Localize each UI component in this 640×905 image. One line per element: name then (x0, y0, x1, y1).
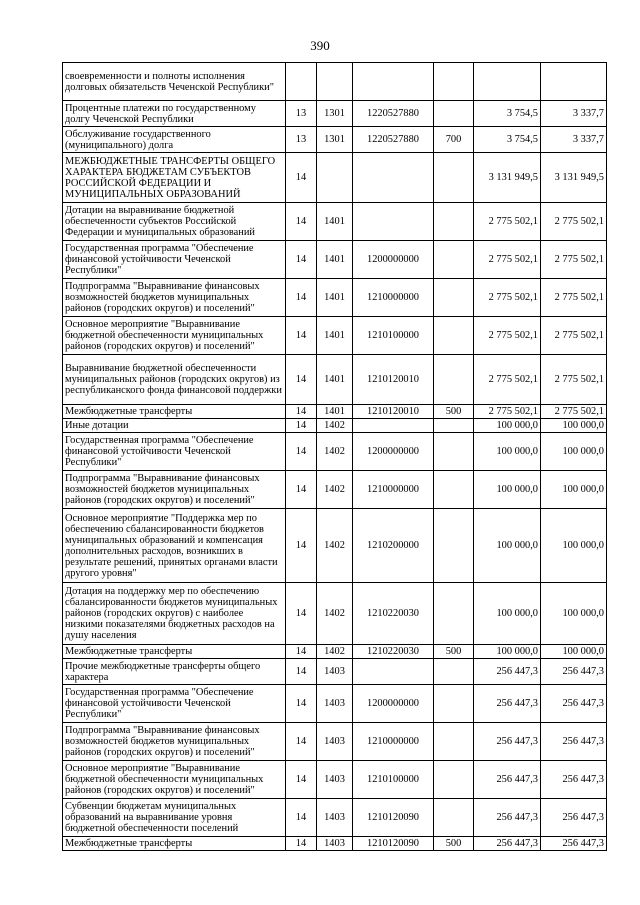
row-amount-year2: 3 337,7 (541, 127, 607, 153)
row-subsection: 1403 (317, 837, 353, 851)
row-expense-type: 500 (434, 645, 474, 659)
table-row (63, 583, 607, 645)
row-target-article: 1210000000 (353, 279, 434, 317)
row-amount-year2: 256 447,3 (541, 659, 607, 685)
row-expense-type (434, 153, 474, 203)
row-subsection: 1402 (317, 583, 353, 645)
table-row (63, 317, 607, 355)
row-section: 14 (286, 203, 317, 241)
row-target-article (353, 419, 434, 433)
row-amount-year1: 2 775 502,1 (474, 203, 541, 241)
table-row (63, 837, 607, 851)
row-amount-year1: 3 754,5 (474, 101, 541, 127)
row-amount-year1: 100 000,0 (474, 419, 541, 433)
row-expense-type (434, 279, 474, 317)
row-amount-year2: 256 447,3 (541, 723, 607, 761)
row-name: Выравнивание бюджетной обеспеченности муниципальных районов (городских округов) из республиканского фонда финансовой поддержки (63, 355, 286, 405)
row-target-article (353, 63, 434, 101)
row-expense-type: 500 (434, 405, 474, 419)
row-section: 14 (286, 659, 317, 685)
row-section: 14 (286, 241, 317, 279)
row-target-article: 1210000000 (353, 471, 434, 509)
row-amount-year2: 100 000,0 (541, 645, 607, 659)
row-subsection: 1402 (317, 509, 353, 583)
row-name: Субвенции бюджетам муниципальных образований на выравнивание уровня бюджетной обеспеченности поселений (63, 799, 286, 837)
row-name: Подпрограмма "Выравнивание финансовых возможностей бюджетов муниципальных районов (городских округов) и поселений" (63, 471, 286, 509)
row-amount-year2 (541, 63, 607, 101)
row-expense-type (434, 241, 474, 279)
row-amount-year1 (474, 63, 541, 101)
row-section: 14 (286, 405, 317, 419)
table-row (63, 241, 607, 279)
row-target-article: 1210100000 (353, 317, 434, 355)
row-section: 14 (286, 433, 317, 471)
row-name: Основное мероприятие "Выравнивание бюджетной обеспеченности муниципальных районов (городских округов) и поселений" (63, 761, 286, 799)
row-target-article (353, 153, 434, 203)
row-subsection: 1403 (317, 723, 353, 761)
row-amount-year2: 2 775 502,1 (541, 355, 607, 405)
row-section: 14 (286, 419, 317, 433)
row-subsection: 1401 (317, 317, 353, 355)
row-amount-year2: 3 131 949,5 (541, 153, 607, 203)
row-expense-type: 500 (434, 837, 474, 851)
table-row (63, 203, 607, 241)
row-amount-year2: 100 000,0 (541, 583, 607, 645)
row-target-article: 1210000000 (353, 723, 434, 761)
row-name: Государственная программа "Обеспечение финансовой устойчивости Чеченской Республики" (63, 433, 286, 471)
row-name: Подпрограмма "Выравнивание финансовых возможностей бюджетов муниципальных районов (городских округов) и поселений" (63, 723, 286, 761)
row-target-article: 1210120090 (353, 837, 434, 851)
row-amount-year1: 256 447,3 (474, 659, 541, 685)
row-amount-year1: 2 775 502,1 (474, 241, 541, 279)
row-expense-type (434, 433, 474, 471)
row-section: 14 (286, 685, 317, 723)
row-subsection: 1301 (317, 127, 353, 153)
row-expense-type (434, 355, 474, 405)
row-target-article: 1210200000 (353, 509, 434, 583)
row-subsection: 1402 (317, 471, 353, 509)
row-target-article: 1210220030 (353, 583, 434, 645)
table-row (63, 153, 607, 203)
table-row (63, 127, 607, 153)
row-name: Обслуживание государственного (муниципального) долга (63, 127, 286, 153)
row-section (286, 63, 317, 101)
row-name: Межбюджетные трансферты (63, 837, 286, 851)
row-name: Основное мероприятие "Поддержка мер по обеспечению сбалансированности бюджетов муниципальных образований и компенсация дополнительных расходов, возникших в результате решений, принятых органами власти другого уровня" (63, 509, 286, 583)
row-amount-year1: 256 447,3 (474, 799, 541, 837)
table-row (63, 799, 607, 837)
row-target-article: 1200000000 (353, 685, 434, 723)
table-body (63, 63, 607, 851)
table-row (63, 63, 607, 101)
row-name: Дотации на выравнивание бюджетной обеспеченности субъектов Российской Федерации и муниципальных образований (63, 203, 286, 241)
row-subsection: 1403 (317, 659, 353, 685)
row-amount-year1: 256 447,3 (474, 685, 541, 723)
row-expense-type (434, 317, 474, 355)
table-row (63, 645, 607, 659)
row-amount-year2: 100 000,0 (541, 471, 607, 509)
row-target-article: 1210120090 (353, 799, 434, 837)
row-name: Государственная программа "Обеспечение финансовой устойчивости Чеченской Республики" (63, 685, 286, 723)
table-row (63, 433, 607, 471)
row-expense-type (434, 63, 474, 101)
row-section: 14 (286, 153, 317, 203)
row-amount-year1: 100 000,0 (474, 645, 541, 659)
row-expense-type (434, 471, 474, 509)
row-section: 14 (286, 509, 317, 583)
row-name: Подпрограмма "Выравнивание финансовых возможностей бюджетов муниципальных районов (городских округов) и поселений" (63, 279, 286, 317)
row-amount-year2: 256 447,3 (541, 761, 607, 799)
row-target-article: 1210120010 (353, 405, 434, 419)
row-target-article: 1220527880 (353, 127, 434, 153)
row-amount-year2: 3 337,7 (541, 101, 607, 127)
row-name: Прочие межбюджетные трансферты общего характера (63, 659, 286, 685)
row-expense-type (434, 101, 474, 127)
row-name: Межбюджетные трансферты (63, 405, 286, 419)
row-expense-type (434, 761, 474, 799)
row-amount-year2: 2 775 502,1 (541, 241, 607, 279)
row-amount-year2: 2 775 502,1 (541, 279, 607, 317)
row-name: Процентные платежи по государственному долгу Чеченской Республики (63, 101, 286, 127)
row-subsection: 1401 (317, 241, 353, 279)
table-row (63, 355, 607, 405)
row-target-article: 1220527880 (353, 101, 434, 127)
row-subsection: 1401 (317, 355, 353, 405)
row-expense-type (434, 799, 474, 837)
row-amount-year2: 256 447,3 (541, 799, 607, 837)
table-row (63, 405, 607, 419)
row-section: 14 (286, 761, 317, 799)
row-target-article: 1200000000 (353, 241, 434, 279)
row-amount-year1: 256 447,3 (474, 761, 541, 799)
row-subsection: 1402 (317, 645, 353, 659)
row-expense-type (434, 583, 474, 645)
row-amount-year1: 100 000,0 (474, 433, 541, 471)
row-amount-year1: 2 775 502,1 (474, 405, 541, 419)
table-row (63, 279, 607, 317)
row-subsection: 1301 (317, 101, 353, 127)
row-subsection: 1403 (317, 685, 353, 723)
row-subsection: 1403 (317, 761, 353, 799)
row-section: 14 (286, 471, 317, 509)
row-name: Межбюджетные трансферты (63, 645, 286, 659)
row-expense-type (434, 419, 474, 433)
row-expense-type (434, 685, 474, 723)
row-subsection: 1401 (317, 203, 353, 241)
row-amount-year1: 100 000,0 (474, 471, 541, 509)
table-row (63, 509, 607, 583)
row-section: 14 (286, 645, 317, 659)
budget-table (62, 62, 607, 851)
row-amount-year2: 256 447,3 (541, 837, 607, 851)
row-amount-year1: 3 131 949,5 (474, 153, 541, 203)
table-row (63, 685, 607, 723)
row-target-article: 1200000000 (353, 433, 434, 471)
row-section: 13 (286, 127, 317, 153)
row-section: 13 (286, 101, 317, 127)
row-section: 14 (286, 723, 317, 761)
table-row (63, 761, 607, 799)
row-amount-year2: 100 000,0 (541, 509, 607, 583)
row-subsection: 1401 (317, 279, 353, 317)
table-row (63, 419, 607, 433)
row-amount-year1: 2 775 502,1 (474, 355, 541, 405)
row-amount-year1: 256 447,3 (474, 837, 541, 851)
row-amount-year1: 100 000,0 (474, 509, 541, 583)
row-expense-type (434, 659, 474, 685)
row-subsection: 1402 (317, 419, 353, 433)
row-name: МЕЖБЮДЖЕТНЫЕ ТРАНСФЕРТЫ ОБЩЕГО ХАРАКТЕРА БЮДЖЕТАМ СУБЪЕКТОВ РОССИЙСКОЙ ФЕДЕРАЦИИ И МУНИЦИПАЛЬНЫХ ОБРАЗОВАНИЙ (63, 153, 286, 203)
row-name: Государственная программа "Обеспечение финансовой устойчивости Чеченской Республики" (63, 241, 286, 279)
row-subsection (317, 63, 353, 101)
row-name: Основное мероприятие "Выравнивание бюджетной обеспеченности муниципальных районов (городских округов) и поселений" (63, 317, 286, 355)
row-subsection: 1402 (317, 433, 353, 471)
page-number: 390 (310, 38, 330, 53)
table-row (63, 471, 607, 509)
row-amount-year2: 2 775 502,1 (541, 405, 607, 419)
row-target-article (353, 203, 434, 241)
row-target-article (353, 659, 434, 685)
row-expense-type (434, 203, 474, 241)
row-name: своевременности и полноты исполнения долговых обязательств Чеченской Республики" (63, 63, 286, 101)
row-expense-type (434, 723, 474, 761)
row-section: 14 (286, 799, 317, 837)
row-section: 14 (286, 837, 317, 851)
row-amount-year1: 256 447,3 (474, 723, 541, 761)
row-amount-year2: 2 775 502,1 (541, 317, 607, 355)
row-subsection: 1401 (317, 405, 353, 419)
table-row (63, 101, 607, 127)
row-target-article: 1210100000 (353, 761, 434, 799)
table-row (63, 659, 607, 685)
row-section: 14 (286, 583, 317, 645)
row-amount-year2: 100 000,0 (541, 419, 607, 433)
row-section: 14 (286, 317, 317, 355)
row-target-article: 1210120010 (353, 355, 434, 405)
row-expense-type (434, 509, 474, 583)
row-amount-year1: 100 000,0 (474, 583, 541, 645)
row-amount-year1: 3 754,5 (474, 127, 541, 153)
row-subsection (317, 153, 353, 203)
row-expense-type: 700 (434, 127, 474, 153)
row-section: 14 (286, 355, 317, 405)
row-amount-year1: 2 775 502,1 (474, 279, 541, 317)
row-subsection: 1403 (317, 799, 353, 837)
table-row (63, 723, 607, 761)
row-amount-year2: 100 000,0 (541, 433, 607, 471)
row-name: Иные дотации (63, 419, 286, 433)
row-amount-year2: 2 775 502,1 (541, 203, 607, 241)
row-name: Дотация на поддержку мер по обеспечению сбалансированности бюджетов муниципальных районов (городских округов) с наиболее низкими показателями бюджетных расходов на душу населения (63, 583, 286, 645)
row-section: 14 (286, 279, 317, 317)
row-target-article: 1210220030 (353, 645, 434, 659)
row-amount-year2: 256 447,3 (541, 685, 607, 723)
row-amount-year1: 2 775 502,1 (474, 317, 541, 355)
